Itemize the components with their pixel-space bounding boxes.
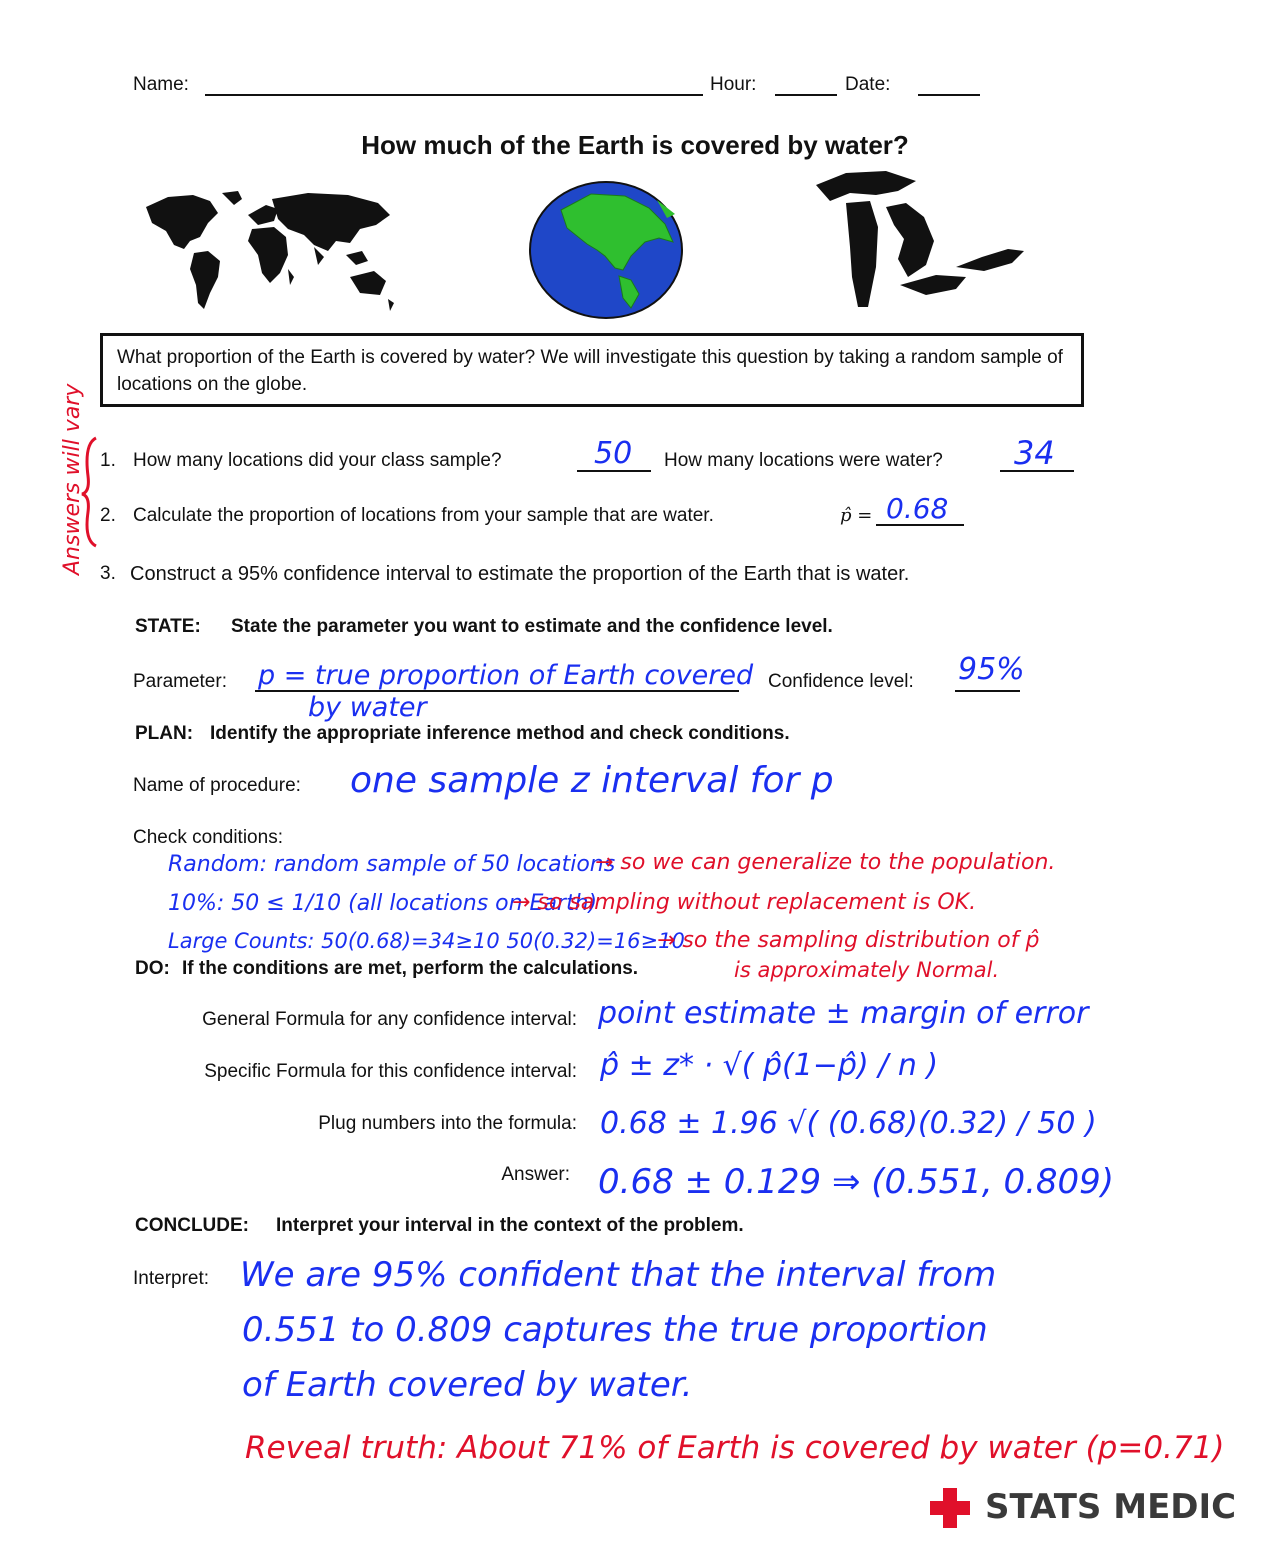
q2-text: Calculate the proportion of locations from your sample that are water. <box>133 505 714 526</box>
confidence-line[interactable] <box>955 690 1020 692</box>
brace-icon <box>80 436 100 548</box>
condition-large-counts-reason: → so the sampling distribution of p̂ <box>657 928 1040 953</box>
specific-formula-label: Specific Formula for this confidence interval: <box>204 1061 577 1082</box>
hour-line[interactable] <box>775 94 837 96</box>
interpret-line-1: We are 95% confident that the interval from <box>240 1255 997 1295</box>
date-line[interactable] <box>918 94 980 96</box>
q3-number: 3. <box>100 563 116 584</box>
q2-answer: 0.68 <box>886 492 949 525</box>
state-heading-rest: State the parameter you want to estimate and the confidence level. <box>231 616 833 637</box>
interpret-label: Interpret: <box>133 1268 210 1289</box>
interpret-line-3: of Earth covered by water. <box>242 1365 693 1405</box>
q1-text-b: How many locations were water? <box>664 450 943 471</box>
reveal-truth: Reveal truth: About 71% of Earth is covered by water (p=0.71) <box>245 1430 1225 1466</box>
parameter-label: Parameter: <box>133 671 227 692</box>
confidence-level-label: Confidence level: <box>768 671 914 692</box>
great-lakes-image <box>806 167 1028 312</box>
globe-image <box>527 180 685 320</box>
condition-large-counts: Large Counts: 50(0.68)=34≥10 50(0.32)=16≥10 <box>168 929 685 953</box>
q2-number: 2. <box>100 505 116 526</box>
intro-box <box>100 333 1084 407</box>
condition-random-reason: → so we can generalize to the population. <box>595 850 1056 875</box>
state-heading: STATE: <box>135 616 201 637</box>
plan-heading: PLAN: <box>135 723 194 744</box>
stats-medic-logo: STATS MEDIC <box>985 1487 1237 1527</box>
check-conditions-label: Check conditions: <box>133 827 283 848</box>
confidence-level-answer: 95% <box>958 652 1025 687</box>
date-label: Date: <box>845 74 891 95</box>
q1-answer-a: 50 <box>594 436 633 471</box>
procedure-answer: one sample z interval for p <box>350 760 834 801</box>
q1-text-a: How many locations did your class sample? <box>133 450 502 471</box>
condition-large-counts-reason-2: is approximately Normal. <box>734 958 1000 982</box>
conclude-heading: CONCLUDE: <box>135 1215 249 1236</box>
condition-random: Random: random sample of 50 locations <box>168 852 616 877</box>
medical-cross-icon <box>928 1486 972 1530</box>
q1-number: 1. <box>100 450 116 471</box>
name-label: Name: <box>133 74 189 95</box>
parameter-answer-line1: p = true proportion of Earth covered <box>258 660 754 691</box>
parameter-answer-line2: by water <box>308 692 427 723</box>
specific-formula-answer: p̂ ± z* · √( p̂(1−p̂) / n ) <box>600 1048 939 1083</box>
page-title: How much of the Earth is covered by water? <box>361 130 909 160</box>
q1-answer-b: 34 <box>1014 434 1055 472</box>
condition-ten-percent: 10%: 50 ≤ 1/10 (all locations on Earth) <box>168 891 598 916</box>
hour-label: Hour: <box>710 74 757 95</box>
general-formula-label: General Formula for any confidence interval: <box>202 1009 577 1030</box>
plug-numbers-answer: 0.68 ± 1.96 √( (0.68)(0.32) / 50 ) <box>600 1106 1097 1141</box>
plug-numbers-label: Plug numbers into the formula: <box>318 1113 577 1134</box>
name-line[interactable] <box>205 94 703 96</box>
answer-label: Answer: <box>501 1164 570 1185</box>
condition-ten-percent-reason: → so sampling without replacement is OK. <box>512 890 977 915</box>
procedure-label: Name of procedure: <box>133 775 301 796</box>
interpret-line-2: 0.551 to 0.809 captures the true proportion <box>242 1310 988 1350</box>
side-note-answers-vary: Answers will vary <box>60 383 85 575</box>
q3-text: Construct a 95% confidence interval to estimate the proportion of the Earth that is water. <box>130 563 910 585</box>
do-heading-rest: If the conditions are met, perform the calculations. <box>182 958 639 979</box>
answer-value: 0.68 ± 0.129 ⇒ (0.551, 0.809) <box>598 1162 1115 1202</box>
world-map-image <box>138 185 400 315</box>
do-heading: DO: <box>135 958 170 979</box>
p-hat-symbol: p̂ = <box>840 505 873 526</box>
conclude-heading-rest: Interpret your interval in the context of the problem. <box>276 1215 744 1236</box>
plan-heading-rest: Identify the appropriate inference method and check conditions. <box>210 723 790 744</box>
general-formula-answer: point estimate ± margin of error <box>598 996 1089 1031</box>
intro-text: What proportion of the Earth is covered by water? We will investigate this question by taking a random sample of locations on the globe. <box>117 347 1063 395</box>
